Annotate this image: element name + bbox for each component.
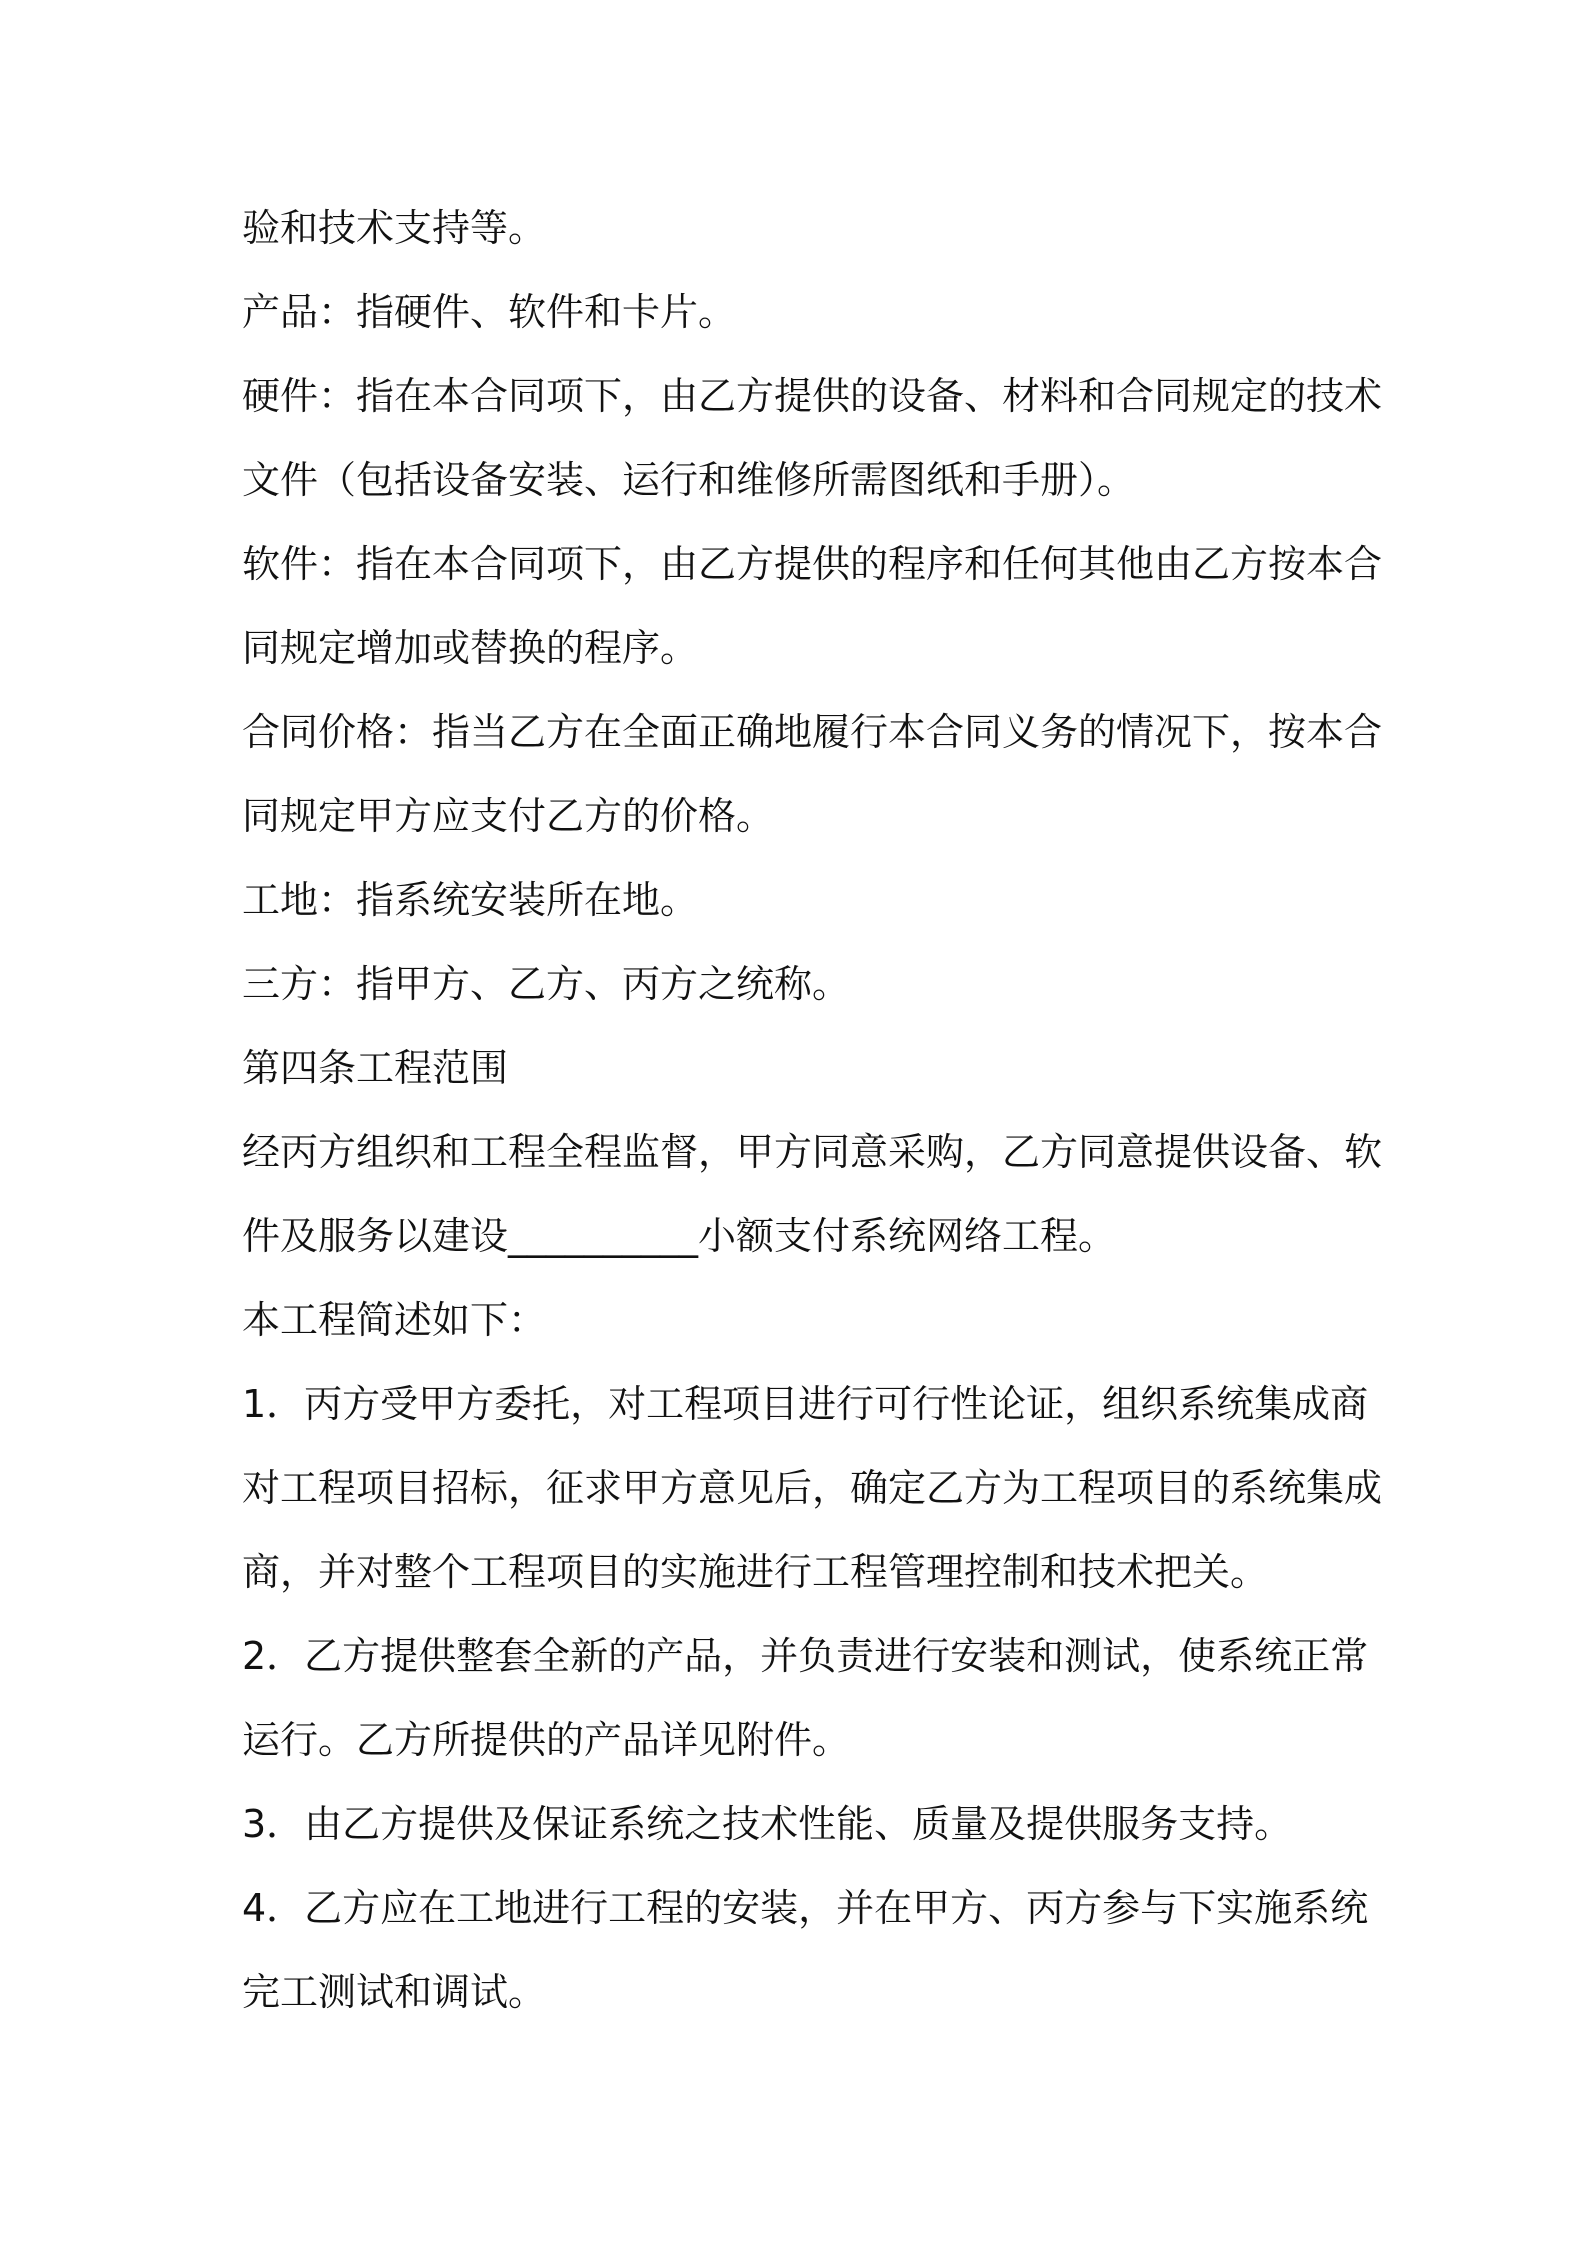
text-line: 产品：指硬件、软件和卡片。 <box>242 290 737 334</box>
document-body <box>242 186 1383 2034</box>
text-line: 经丙方组织和工程全程监督，甲方同意采购，乙方同意提供设备、软 <box>242 1130 1383 1174</box>
list-item-line: 运行。乙方所提供的产品详见附件。 <box>242 1718 851 1762</box>
text-line: 三方：指甲方、乙方、丙方之统称。 <box>242 962 851 1006</box>
section-heading: 第四条工程范围 <box>242 1046 509 1090</box>
list-item-line: 1．丙方受甲方委托，对工程项目进行可行性论证，组织系统集成商 <box>242 1382 1369 1426</box>
text-line: 验和技术支持等。 <box>242 206 547 250</box>
text-line: 文件（包括设备安装、运行和维修所需图纸和手册）。 <box>242 458 1136 502</box>
text-line: 件及服务以建设__________小额支付系统网络工程。 <box>242 1214 1117 1258</box>
text-line: 本工程简述如下： <box>242 1298 547 1342</box>
text-line: 同规定增加或替换的程序。 <box>242 626 699 670</box>
list-item-line: 商，并对整个工程项目的实施进行工程管理控制和技术把关。 <box>242 1550 1269 1594</box>
list-item-line: 2．乙方提供整套全新的产品，并负责进行安装和测试，使系统正常 <box>242 1634 1369 1678</box>
text-line: 合同价格：指当乙方在全面正确地履行本合同义务的情况下，按本合 <box>242 710 1383 754</box>
text-line: 硬件：指在本合同项下，由乙方提供的设备、材料和合同规定的技术 <box>242 374 1383 418</box>
text-line: 软件：指在本合同项下，由乙方提供的程序和任何其他由乙方按本合 <box>242 542 1383 586</box>
text-line: 工地：指系统安装所在地。 <box>242 878 699 922</box>
text-line: 同规定甲方应支付乙方的价格。 <box>242 794 775 838</box>
list-item-line: 完工测试和调试。 <box>242 1970 547 2014</box>
list-item-line: 4．乙方应在工地进行工程的安装，并在甲方、丙方参与下实施系统 <box>242 1886 1369 1930</box>
list-item-line: 对工程项目招标，征求甲方意见后，确定乙方为工程项目的系统集成 <box>242 1466 1383 1510</box>
list-item-line: 3．由乙方提供及保证系统之技术性能、质量及提供服务支持。 <box>242 1802 1293 1846</box>
